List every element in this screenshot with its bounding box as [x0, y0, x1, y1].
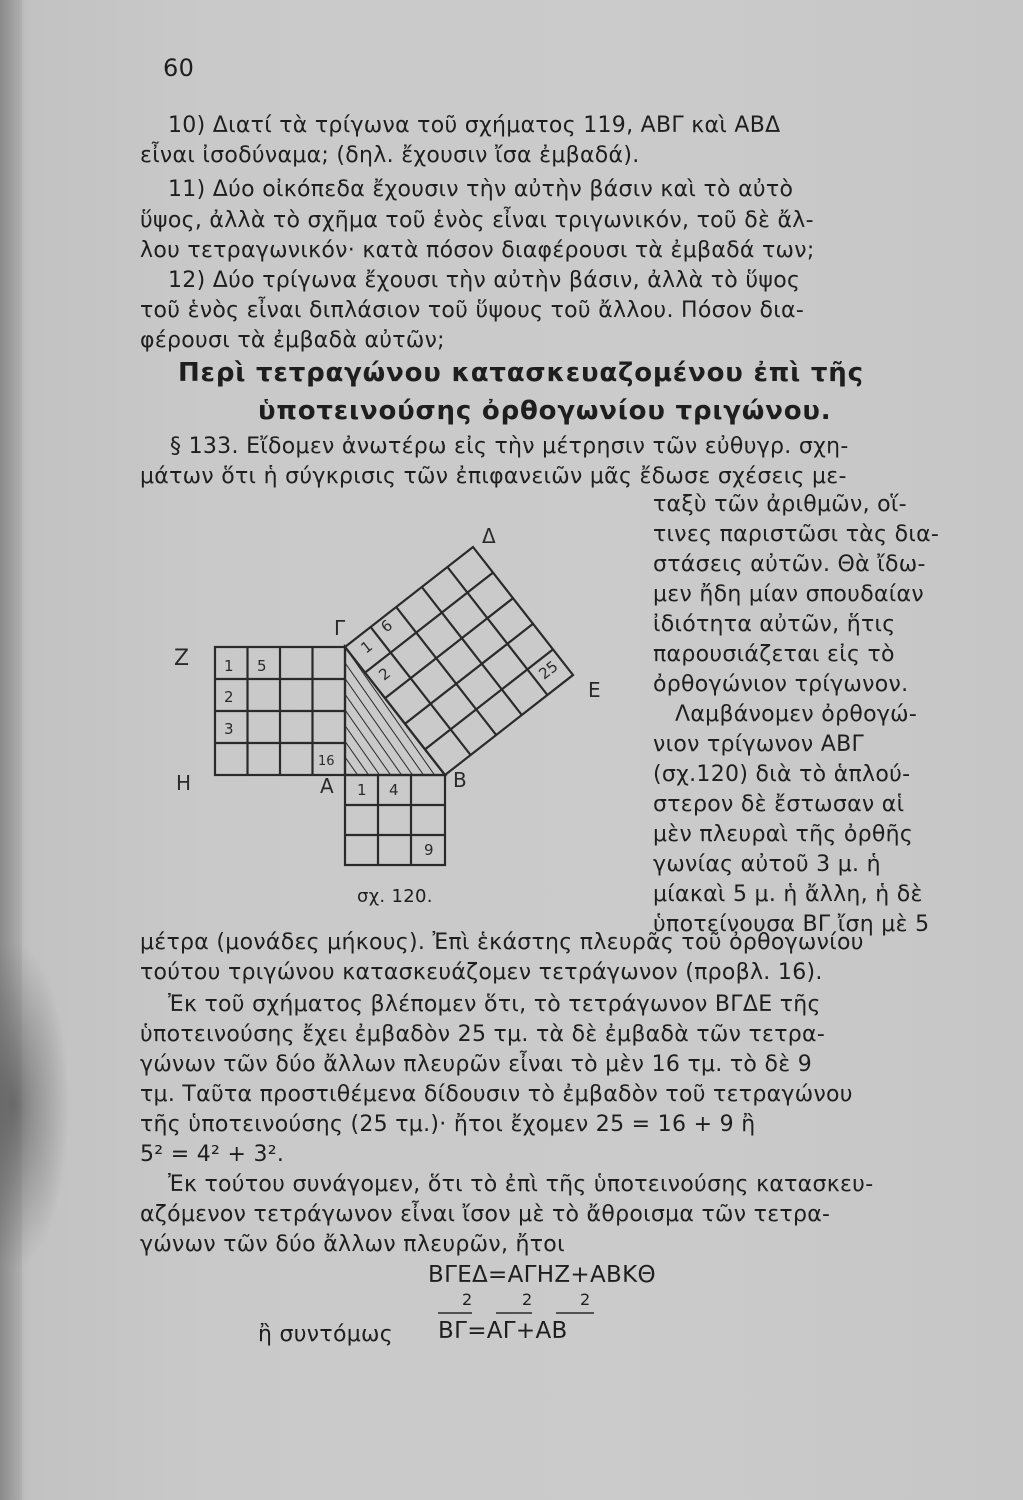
side-text-line: μεν ἤδη μίαν σπουδαίαν	[653, 582, 924, 607]
page-stain	[0, 940, 70, 1270]
formula-2-prefix: ἢ συντόμως	[258, 1322, 393, 1347]
page-number: 60	[163, 54, 195, 82]
left-square-number: 16	[318, 754, 335, 769]
left-square-number: 2	[224, 688, 234, 706]
side-text-line: ὑποτείνουσα ΒΓ ἴση μὲ 5	[653, 912, 930, 937]
section-heading-line-2: ὑποτεινούσης ὀρθογωνίου τριγώνου.	[258, 396, 832, 426]
side-text-line: μὲν πλευραὶ τῆς ὀρθῆς	[653, 822, 914, 847]
side-text-line: ταξὺ τῶν ἀριθμῶν, οἵ-	[653, 492, 907, 517]
body-line: 5² = 4² + 3².	[140, 1142, 285, 1167]
body-line: αζόμενον τετράγωνον εἶναι ἴσον μὲ τὸ ἄθροισμα τῶν τετρα-	[140, 1202, 831, 1227]
left-square-number: 1	[224, 657, 234, 675]
formula-2-exponent: 2	[522, 1290, 533, 1309]
body-line: τῆς ὑποτεινούσης (25 τμ.)· ἤτοι ἔχομεν 25 = 16 + 9 ἢ	[140, 1112, 756, 1137]
body-line: Ἐκ τοῦ σχήματος βλέπομεν ὅτι, τὸ τετράγωνον ΒΓΔΕ τῆς	[168, 992, 821, 1017]
vertex-label-g: Γ	[334, 616, 346, 640]
question-12-line-2: τοῦ ἑνὸς εἶναι διπλάσιον τοῦ ὕψους τοῦ ἄλλου. Πόσον δια-	[140, 298, 805, 323]
small-square-number: 4	[389, 781, 399, 799]
section-heading-line-1: Περὶ τετραγώνου κατασκευαζομένου ἐπὶ τῆς	[178, 358, 864, 388]
section-133-intro-2: μάτων ὅτι ἡ σύγκρισις τῶν ἐπιφανειῶν μᾶς ἔδωσε σχέσεις με-	[140, 464, 847, 489]
small-square-number: 1	[357, 781, 367, 799]
side-text-line: νιον τρίγωνον ΑΒΓ	[653, 732, 865, 757]
side-text-line: ὀρθογώνιον τρίγωνον.	[653, 672, 909, 697]
body-line: μέτρα (μονάδες μήκους). Ἐπὶ ἑκάστης πλευρᾶς τοῦ ὀρθογωνίου	[140, 930, 864, 955]
body-line: γώνων τῶν δύο ἄλλων πλευρῶν, ἤτοι	[140, 1232, 565, 1257]
vertex-label-a: Α	[320, 774, 334, 798]
side-text-line: στάσεις αὐτῶν. Θὰ ἴδω-	[653, 552, 926, 577]
side-text-line: Λαμβάνομεν ὀρθογώ-	[675, 702, 918, 727]
body-line: Ἐκ τούτου συνάγομεν, ὅτι τὸ ἐπὶ τῆς ὑποτεινούσης κατασκευ-	[168, 1172, 874, 1197]
question-12-line-3: φέρουσι τὰ ἐμβαδὰ αὐτῶν;	[140, 328, 445, 353]
question-11-line-2: ὕψος, ἀλλὰ τὸ σχῆμα τοῦ ἑνὸς εἶναι τριγωνικόν, τοῦ δὲ ἄλ-	[140, 208, 814, 233]
question-10-line-1: 10) Διατί τὰ τρίγωνα τοῦ σχήματος 119, ΑΒΓ καὶ ΑΒΔ	[168, 113, 781, 138]
formula-2: ΒΓ=ΑΓ+ΑΒ	[438, 1318, 568, 1344]
formula-2-overlines	[436, 1310, 606, 1316]
body-line: γώνων τῶν δύο ἄλλων πλευρῶν εἶναι τὸ μὲν 16 τμ. τὸ δὲ 9	[140, 1052, 813, 1077]
left-square-number: 5	[257, 657, 267, 675]
side-text-line: ἰδιότητα αὐτῶν, ἥτις	[653, 612, 896, 637]
small-square-number: 9	[424, 841, 434, 859]
page-binding-edge	[0, 0, 22, 1500]
formula-1: ΒΓΕΔ=ΑΓΗΖ+ΑΒΚΘ	[428, 1262, 656, 1288]
big-square-number: 6	[377, 616, 396, 637]
side-text-line: γωνίας αὐτοῦ 3 μ. ἡ	[653, 852, 881, 877]
formula-2-exponent: 2	[462, 1290, 473, 1309]
side-text-line: (σχ.120) διὰ τὸ ἁπλού-	[653, 762, 911, 787]
side-text-line: μίακαὶ 5 μ. ἡ ἄλλη, ἡ δὲ	[653, 882, 923, 907]
figure-120	[160, 525, 640, 915]
question-10-line-2: εἶναι ἰσοδύναμα; (δηλ. ἔχουσιν ἴσα ἐμβαδά).	[140, 143, 640, 168]
body-line: ὑποτεινούσης ἔχει ἐμβαδὸν 25 τμ. τὰ δὲ ἐμβαδὰ τῶν τετρα-	[140, 1022, 826, 1047]
side-text-line: παρουσιάζεται εἰς τὸ	[653, 642, 895, 667]
vertex-label-e: Ε	[588, 678, 601, 702]
side-text-line: στερον δὲ ἔστωσαν αἱ	[653, 792, 905, 817]
big-square-number: 2	[375, 664, 394, 685]
question-12-line-1: 12) Δύο τρίγωνα ἔχουσι τὴν αὐτὴν βάσιν, ἀλλὰ τὸ ὕψος	[168, 268, 801, 293]
vertex-label-h: Η	[176, 771, 192, 795]
side-text-line: τινες παριστῶσι τὰς δια-	[653, 522, 940, 547]
body-line: τούτου τριγώνου κατασκευάζομεν τετράγωνον (προβλ. 16).	[140, 960, 823, 985]
formula-2-exponent: 2	[580, 1290, 591, 1309]
figure-caption: σχ. 120.	[357, 886, 433, 907]
question-11-line-1: 11) Δύο οἰκόπεδα ἔχουσιν τὴν αὐτὴν βάσιν καὶ τὸ αὐτὸ	[168, 177, 794, 202]
vertex-label-b: Β	[453, 768, 467, 792]
section-133-intro-1: § 133. Εἴδομεν ἀνωτέρω εἰς τὴν μέτρησιν τῶν εὐθυγρ. σχη-	[170, 434, 849, 459]
vertex-label-d: Δ	[482, 525, 496, 548]
vertex-label-z: Z	[174, 646, 190, 671]
question-11-line-3: λου τετραγωνικόν· κατὰ πόσον διαφέρουσι τὰ ἐμβαδά των;	[140, 238, 815, 263]
big-square-number: 25	[535, 657, 562, 684]
big-square-number: 1	[357, 637, 376, 658]
left-square-number: 3	[224, 720, 234, 738]
body-line: τμ. Ταῦτα προστιθέμενα δίδουσιν τὸ ἐμβαδὸν τοῦ τετραγώνου	[140, 1082, 853, 1107]
